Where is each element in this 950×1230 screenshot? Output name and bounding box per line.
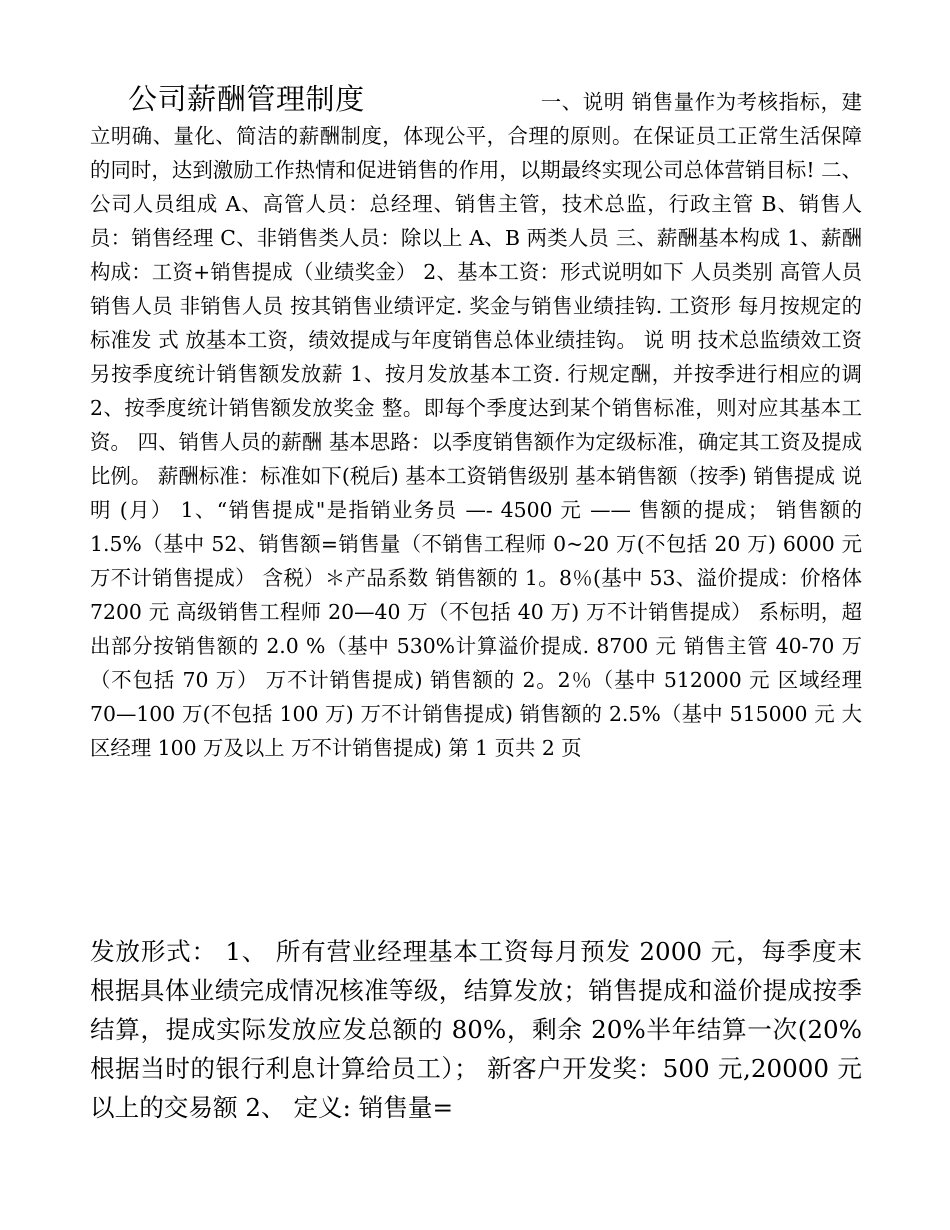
document-body-page2 <box>90 932 862 1127</box>
document-paragraph-2: 发放形式： 1、 所有营业经理基本工资每月预发 2000 元，每季度末根据具体业绩完成情况核准等级，结算发放；销售提成和溢价提成按季结算，提成实际发放应发总额的 80%，剩余 20%半年结算一次(20%根据当时的银行利息计算给员工）； 新客户开发奖：500 元,20000 元以上的交易额 2、 定义: 销售量= <box>90 937 862 1122</box>
document-paragraph-1: 一、说明 销售量作为考核指标，建立明确、量化、简洁的薪酬制度，体现公平，合理的原则。在保证员工正常生活保障的同时，达到激励工作热情和促进销售的作用，以期最终实现公司总体营销目标! 二、公司人员组成 A、高管人员：总经理、销售主管，技术总监，行政主管 B、销售人员：销售经理 C、非销售类人员：除以上 A、B 两类人员 三、薪酬基本构成 1、薪酬构成：工资+销售提成（业绩奖金） 2、基本工资：形式说明如下 人员类别 高管人员 销售人员 非销售人员 按其销售业绩评定. 奖金与销售业绩挂钩. 工资形 每月按规定的标准发 式 放基本工资，绩效提成与年度销售总体业绩挂钩。 说 明 技术总监绩效工资另按季度统计销售额发放薪 1、按月发放基本工资. 行规定酬，并按季进行相应的调 2、按季度统计销售额发放奖金 整。即每个季度达到某个销售标准，则对应其基本工资。 四、销售人员的薪酬 基本思路：以季度销售额作为定级标准，确定其工资及提成比例。 薪酬标准：标准如下(税后) 基本工资销售级别 基本销售额（按季) 销售提成 说明 (月） 1、“销售提成"是指销业务员 —- 4500 元 —— 售额的提成； 销售额的 1.5%（基中 52、销售额=销售量（不销售工程师 0~20 万(不包括 20 万) 6000 元 万不计销售提成） 含税）＊产品系数 销售额的 1。8％(基中 53、溢价提成：价格体 7200 元 高级销售工程师 20—40 万（不包括 40 万) 万不计销售提成） 系标明，超出部分按销售额的 2.0 %（基中 530%计算溢价提成. 8700 元 销售主管 40-70 万（不包括 70 万） 万不计销售提成) 销售额的 2。2％（基中 512000 元 区域经理 70—100 万(不包括 100 万) 万不计销售提成) 销售额的 2.5%（基中 515000 元 大区经理 100 万及以上 万不计销售提成) 第 1 页共 2 页 <box>90 90 862 760</box>
document-body-page1 <box>90 82 862 765</box>
document-title: 公司薪酬管理制度 <box>128 82 365 116</box>
